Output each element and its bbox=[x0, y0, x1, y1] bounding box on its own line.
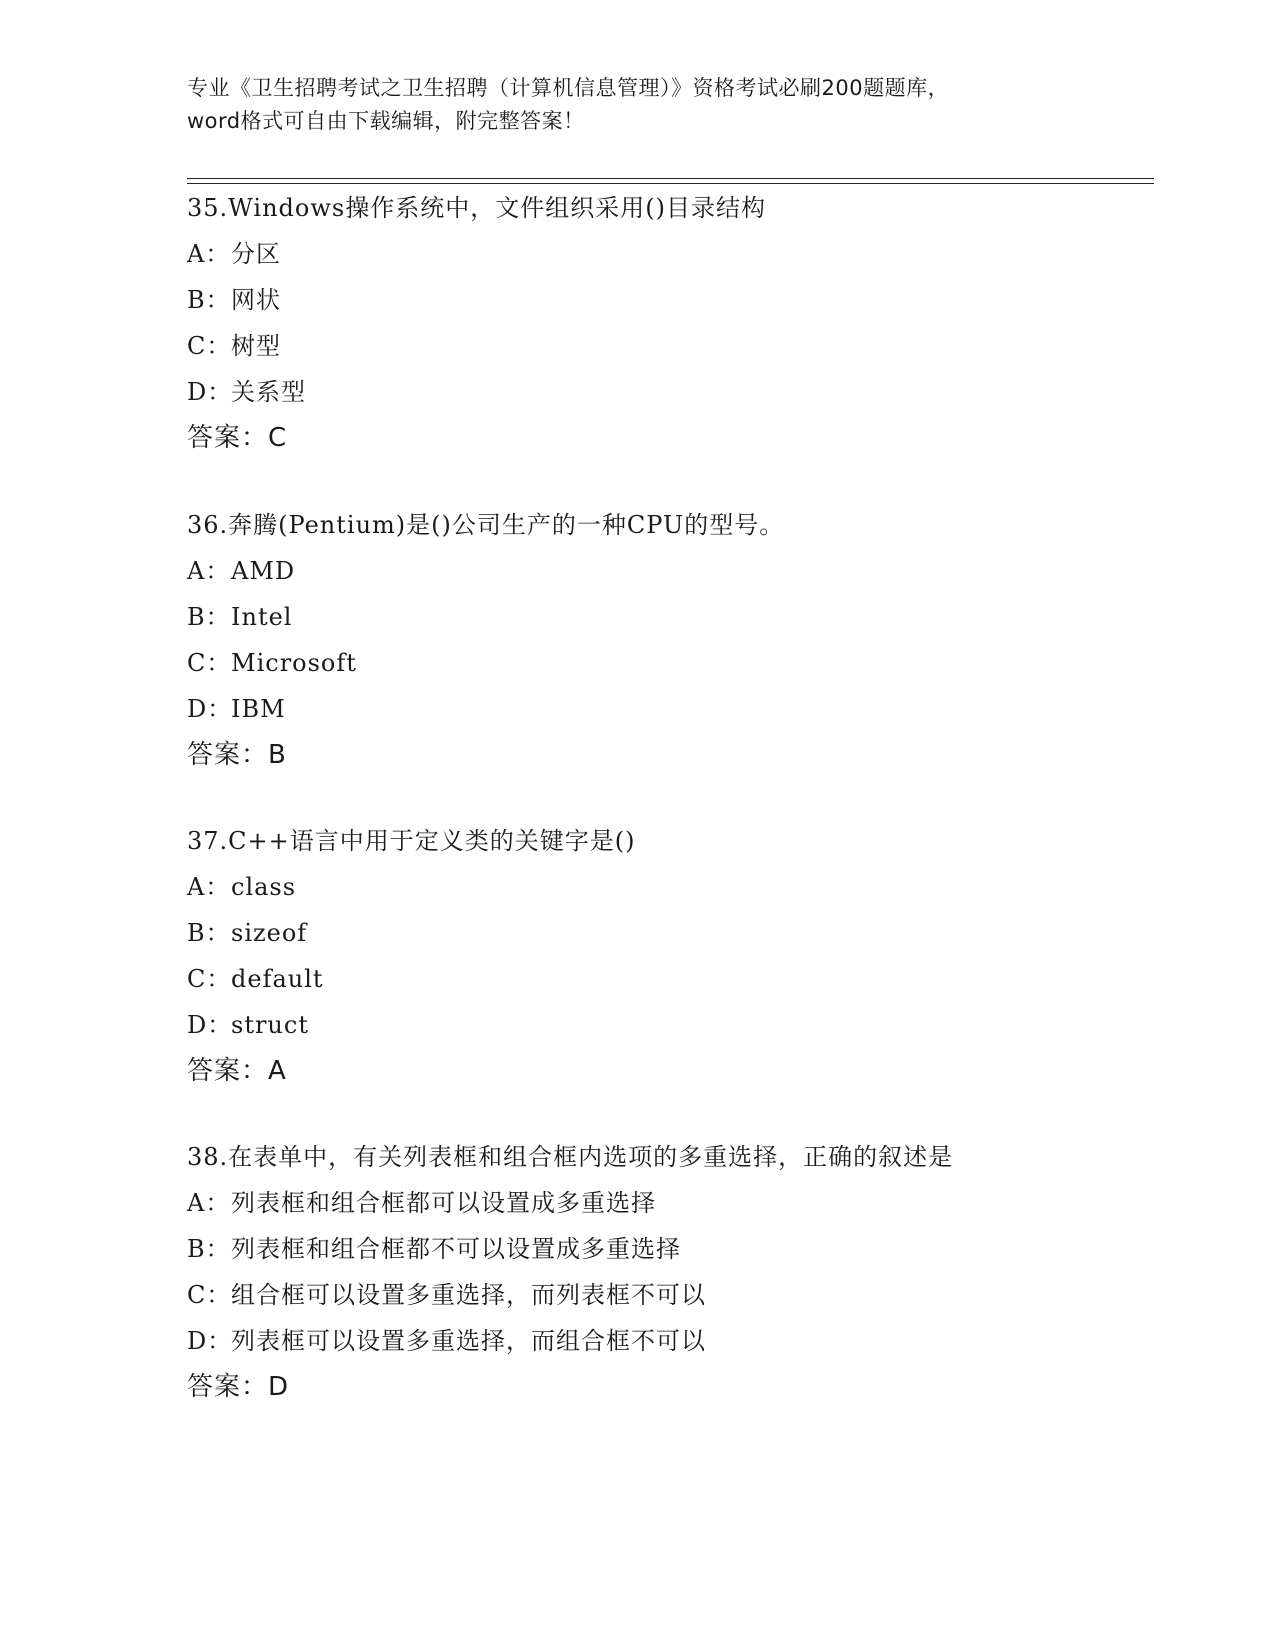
option-text: struct bbox=[231, 1011, 309, 1039]
header-line-1: 专业《卫生招聘考试之卫生招聘（计算机信息管理）》资格考试必刷200题题库， bbox=[187, 76, 950, 100]
option-key: A： bbox=[187, 873, 231, 901]
option-text: class bbox=[231, 873, 297, 901]
option-text: 关系型 bbox=[231, 378, 306, 406]
option-b bbox=[187, 910, 1147, 956]
option-text: 组合框可以设置多重选择，而列表框不可以 bbox=[231, 1281, 706, 1309]
question-stem: 35.Windows操作系统中，文件组织采用()目录结构 bbox=[187, 194, 766, 222]
option-key: C： bbox=[187, 965, 232, 993]
document-header bbox=[187, 72, 1087, 138]
header-divider-bottom bbox=[187, 183, 1154, 184]
option-text: sizeof bbox=[231, 919, 308, 947]
option-key: C： bbox=[187, 1281, 232, 1309]
option-text: 网状 bbox=[231, 286, 281, 314]
option-key: B： bbox=[187, 919, 231, 947]
option-a bbox=[187, 548, 1147, 594]
option-b bbox=[187, 1226, 1147, 1272]
question-36 bbox=[187, 502, 1147, 778]
header-line-2: word格式可自由下载编辑，附完整答案！ bbox=[187, 109, 585, 133]
option-key: D： bbox=[187, 1011, 233, 1039]
question-37 bbox=[187, 818, 1147, 1094]
option-text: 树型 bbox=[231, 332, 281, 360]
question-38 bbox=[187, 1134, 1147, 1410]
option-key: D： bbox=[187, 378, 233, 406]
question-stem: 37.C++语言中用于定义类的关键字是() bbox=[187, 827, 636, 855]
option-text: Intel bbox=[231, 603, 293, 631]
header-divider-top bbox=[187, 178, 1154, 179]
answer: 答案：D bbox=[187, 1372, 290, 1402]
option-text: default bbox=[231, 965, 324, 993]
option-c bbox=[187, 1272, 1147, 1318]
option-c bbox=[187, 640, 1147, 686]
option-text: Microsoft bbox=[231, 649, 357, 677]
option-key: C： bbox=[187, 649, 232, 677]
option-key: A： bbox=[187, 240, 231, 268]
option-a bbox=[187, 864, 1147, 910]
answer: 答案：C bbox=[187, 423, 288, 453]
option-key: C： bbox=[187, 332, 232, 360]
option-key: D： bbox=[187, 1327, 233, 1355]
option-d bbox=[187, 1318, 1147, 1364]
option-text: IBM bbox=[231, 695, 286, 723]
option-text: 列表框可以设置多重选择，而组合框不可以 bbox=[231, 1327, 706, 1355]
option-b bbox=[187, 594, 1147, 640]
option-text: 列表框和组合框都可以设置成多重选择 bbox=[231, 1189, 656, 1217]
option-key: D： bbox=[187, 695, 233, 723]
option-text: 分区 bbox=[231, 240, 281, 268]
option-key: B： bbox=[187, 603, 231, 631]
question-stem: 36.奔腾(Pentium)是()公司生产的一种CPU的型号。 bbox=[187, 511, 785, 539]
question-35 bbox=[187, 185, 1147, 461]
option-text: AMD bbox=[231, 557, 296, 585]
option-c bbox=[187, 956, 1147, 1002]
option-key: A： bbox=[187, 557, 231, 585]
option-a bbox=[187, 1180, 1147, 1226]
question-stem: 38.在表单中，有关列表框和组合框内选项的多重选择，正确的叙述是 bbox=[187, 1143, 954, 1171]
option-key: B： bbox=[187, 1235, 231, 1263]
option-key: A： bbox=[187, 1189, 231, 1217]
option-d bbox=[187, 686, 1147, 732]
answer: 答案：B bbox=[187, 740, 287, 770]
option-d bbox=[187, 1002, 1147, 1048]
option-a bbox=[187, 231, 1147, 277]
option-d bbox=[187, 369, 1147, 415]
option-c bbox=[187, 323, 1147, 369]
answer: 答案：A bbox=[187, 1056, 287, 1086]
option-text: 列表框和组合框都不可以设置成多重选择 bbox=[231, 1235, 681, 1263]
option-key: B： bbox=[187, 286, 231, 314]
option-b bbox=[187, 277, 1147, 323]
